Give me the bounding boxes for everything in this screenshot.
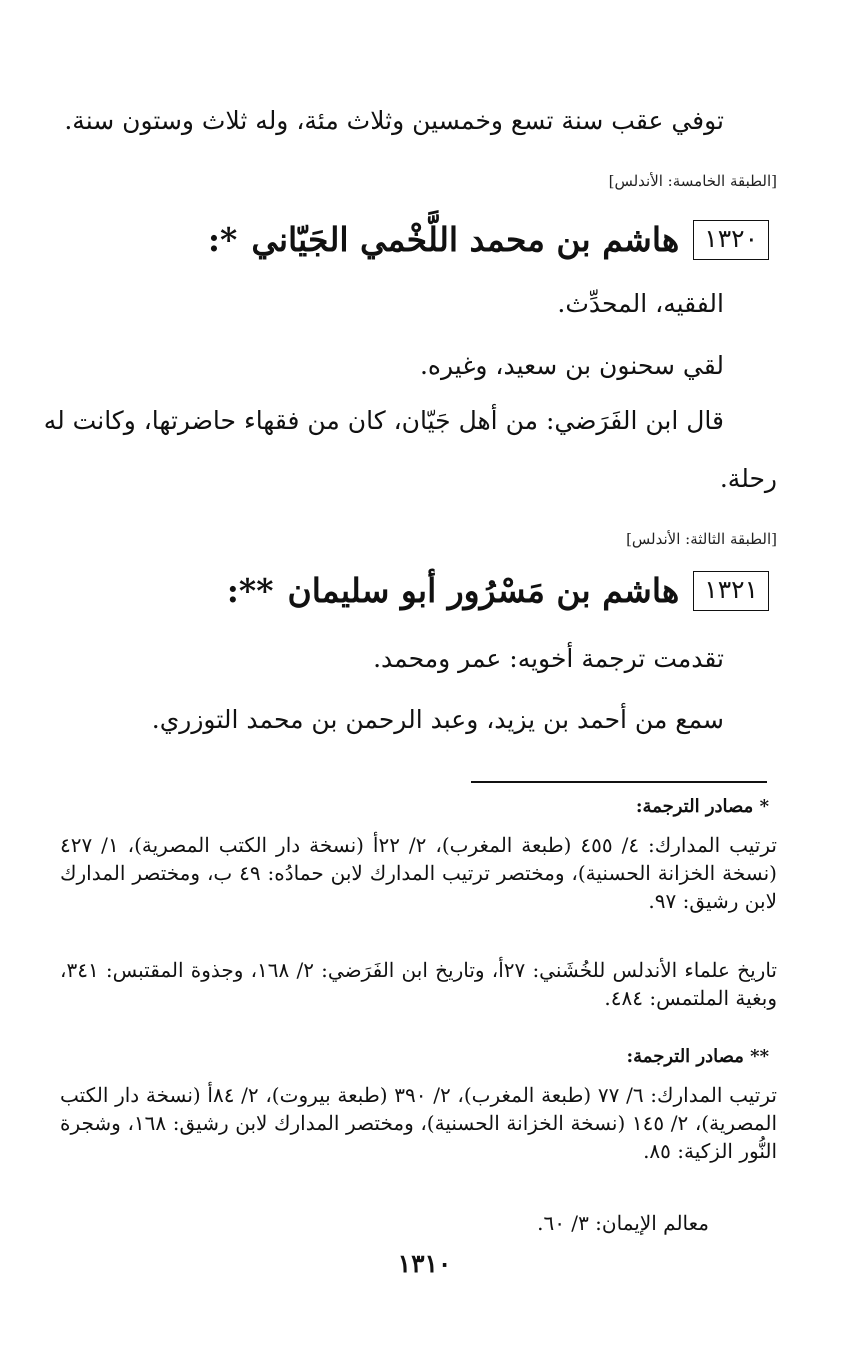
footnote-paragraph: تاريخ علماء الأندلس للخُشَني: ٢٧أ، وتاريخ ابن الفَرَضي: ٢/ ١٦٨، وجذوة المقتبس: ٣٤١، وبغية الملتمس: ٤٨٤.: [60, 958, 777, 1010]
entry-line: لقي سحنون بن سعيد، وغيره.: [419, 351, 724, 380]
class-note-1320: [الطبقة الخامسة: الأندلس]: [608, 172, 777, 190]
entry-line: الفقيه، المحدِّث.: [557, 289, 724, 318]
entry-marker: *:: [207, 220, 238, 259]
footnote-marker: *: [759, 796, 769, 817]
footnote-marker: **: [750, 1046, 769, 1067]
footnote-heading-label: مصادر الترجمة:: [626, 1046, 744, 1067]
entry-name: هاشم بن مَسْرُور أبو سليمان: [287, 571, 680, 610]
entry-line: تقدمت ترجمة أخويه: عمر ومحمد.: [373, 644, 724, 673]
footnote-heading-1: [636, 796, 769, 817]
footnote-paragraph: ترتيب المدارك: ٤/ ٤٥٥ (طبعة المغرب)، ٢/ ٢٢أ (نسخة دار الكتب المصرية)، ١/ ٤٢٧ (نسخة الخزانة الحسنية)، ومختصر ترتيب المدارك لابن حمادُه: ٤٩ ب، ومختصر المدارك لابن رشيق: ٩٧.: [60, 833, 777, 913]
entry-name: هاشم بن محمد اللَّخْمي الجَيّاني: [251, 220, 680, 259]
entry-heading-1320: [208, 218, 769, 262]
footnote-heading-2: [627, 1046, 770, 1067]
page-number: ١٣١٠: [397, 1249, 452, 1278]
footnote-paragraph: معالم الإيمان: ٣/ ٦٠.: [537, 1211, 709, 1235]
entry-line: رحلة.: [719, 464, 777, 493]
footnote-heading-label: مصادر الترجمة:: [635, 796, 754, 817]
entry-marker: **:: [226, 571, 274, 610]
class-note-1321: [الطبقة الثالثة: الأندلس]: [626, 530, 777, 548]
entry-number-box: ١٣٢١: [693, 571, 769, 611]
entry-number-box: ١٣٢٠: [693, 220, 769, 260]
footnote-separator: [471, 781, 767, 783]
entry-heading-1321: [227, 569, 769, 613]
footnote-paragraph: ترتيب المدارك: ٦/ ٧٧ (طبعة المغرب)، ٢/ ٣٩٠ (طبعة بيروت)، ٢/ ٨٤أ (نسخة دار الكتب المصرية)، ٢/ ١٤٥ (نسخة الخزانة الحسنية)، ومختصر المدارك لابن رشيق: ١٦٨، وشجرة النُّور الزكية: ٨٥.: [60, 1083, 777, 1163]
continued-paragraph: توفي عقب سنة تسع وخمسين وثلاث مئة، وله ثلاث وستون سنة.: [64, 106, 724, 135]
entry-line: سمع من أحمد بن يزيد، وعبد الرحمن بن محمد التوزري.: [151, 705, 724, 734]
entry-line: قال ابن الفَرَضي: من أهل جَيّان، كان من فقهاء حاضرتها، وكانت له: [43, 406, 724, 435]
